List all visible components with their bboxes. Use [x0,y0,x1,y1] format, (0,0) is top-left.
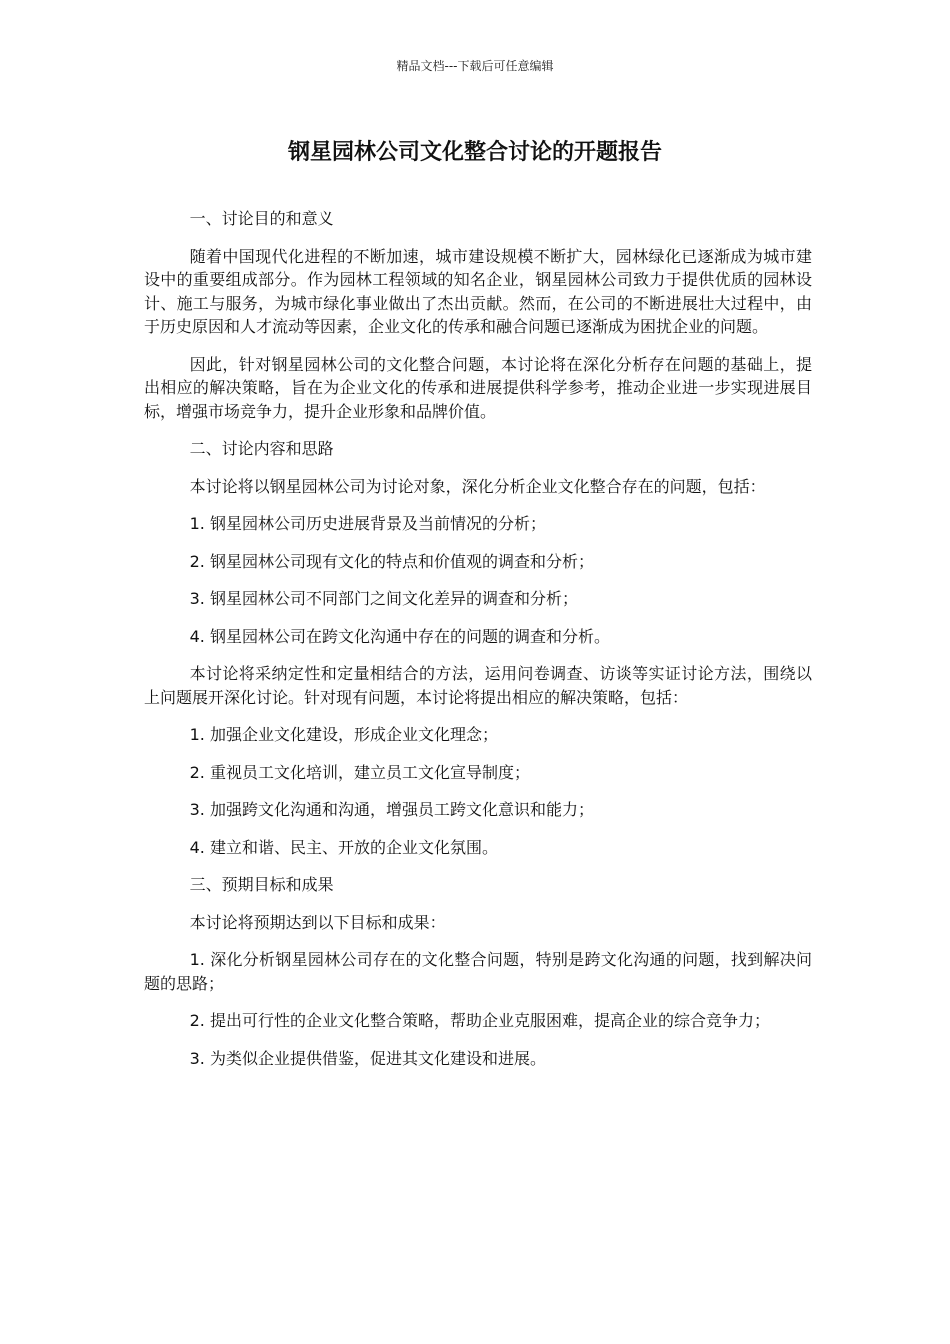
header-note: 精品文档---下载后可任意编辑 [396,59,554,73]
paragraph: 因此，针对钢星园林公司的文化整合问题，本讨论将在深化分析存在问题的基础上，提出相应的解决策略，旨在为企业文化的传承和进展提供科学参考，推动企业进一步实现进展目标，增强市场竞争力，提升企业形象和品牌价值。 [144,354,812,421]
section-heading-purpose: 一、讨论目的和意义 [189,209,334,228]
document-title: 钢星园林公司文化整合讨论的开题报告 [287,140,662,165]
list-item: 2. 提出可行性的企业文化整合策略，帮助企业克服困难，提高企业的综合竞争力； [189,1011,770,1030]
section-heading-goals: 三、预期目标和成果 [189,875,334,894]
list-item: 3. 钢星园林公司不同部门之间文化差异的调查和分析； [189,589,578,608]
list-item: 2. 重视员工文化培训，建立员工文化宣导制度； [189,762,530,782]
list-item: 1. 钢星园林公司历史进展背景及当前情况的分析； [189,514,546,533]
paragraph: 本讨论将采纳定性和定量相结合的方法，运用问卷调查、访谈等实证讨论方法，围绕以上问题展开深化讨论。针对现有问题，本讨论将提出相应的解决策略，包括： [144,664,812,707]
document-body [144,207,812,1084]
paragraph: 本讨论将以钢星园林公司为讨论对象，深化分析企业文化整合存在的问题，包括： [189,476,766,496]
list-item: 1. 加强企业文化建设，形成企业文化理念； [189,725,498,744]
section-heading-content: 二、讨论内容和思路 [189,439,334,458]
paragraph: 随着中国现代化进程的不断加速，城市建设规模不断扩大，园林绿化已逐渐成为城市建设中的重要组成部分。作为园林工程领域的知名企业，钢星园林公司致力于提供优质的园林设计、施工与服务，为城市绿化事业做出了杰出贡献。然而，在公司的不断进展壮大过程中，由于历史原因和人才流动等因素，企业文化的传承和融合问题已逐渐成为困扰企业的问题。 [144,246,812,336]
list-item: 4. 钢星园林公司在跨文化沟通中存在的问题的调查和分析。 [189,626,610,646]
list-item: 3. 加强跨文化沟通和沟通，增强员工跨文化意识和能力； [189,800,594,819]
list-item: 4. 建立和谐、民主、开放的企业文化氛围。 [189,837,498,857]
paragraph: 本讨论将预期达到以下目标和成果： [189,912,446,932]
list-item: 3. 为类似企业提供借鉴，促进其文化建设和进展。 [189,1048,546,1068]
list-item: 1. 深化分析钢星园林公司存在的文化整合问题，特别是跨文化沟通的问题，找到解决问题的思路； [144,950,812,993]
list-item: 2. 钢星园林公司现有文化的特点和价值观的调查和分析； [189,551,594,571]
